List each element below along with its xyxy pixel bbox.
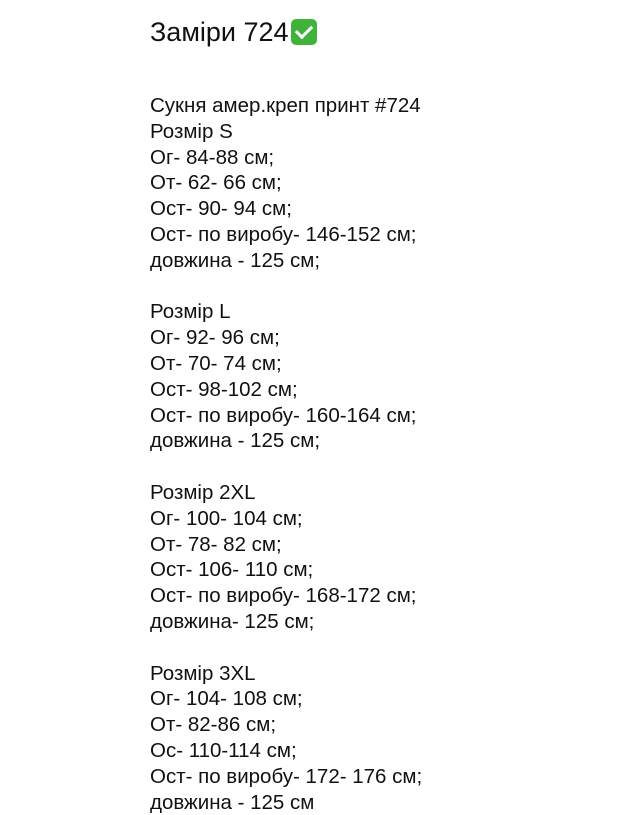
spacer	[150, 454, 620, 480]
measurement-line: От- 82-86 см;	[150, 713, 277, 737]
size-heading: Розмір 3XL	[150, 661, 256, 685]
measurement-line: Ост- по виробу- 168-172 см;	[150, 584, 417, 608]
check-mark-button-icon	[291, 19, 317, 45]
measurement-line: От- 78- 82 см;	[150, 532, 282, 556]
measurements-text	[150, 93, 620, 815]
measurement-line: Ост- по виробу- 160-164 см;	[150, 403, 417, 427]
page-title	[150, 14, 317, 50]
measurement-line: Ост- 98-102 см;	[150, 377, 298, 401]
product-name: Сукня амер.креп принт #724	[150, 94, 421, 117]
measurement-line: Ост- по виробу- 146-152 см;	[150, 222, 417, 246]
measurement-line: Ос- 110-114 см;	[150, 738, 297, 762]
measurement-line: Ост- 106- 110 см;	[150, 558, 314, 582]
size-heading: Розмір S	[150, 119, 233, 143]
title-text: Заміри 724	[150, 17, 289, 47]
measurement-line: Ост- 90- 94 см;	[150, 197, 292, 221]
measurement-line: От- 62- 66 см;	[150, 171, 282, 195]
size-heading: Розмір 2XL	[150, 480, 256, 504]
measurement-line: Ог- 92- 96 см;	[150, 326, 280, 350]
measurement-line: Ост- по виробу- 172- 176 см;	[150, 764, 423, 788]
measurement-line: Ог- 100- 104 см;	[150, 506, 303, 530]
size-heading: Розмір L	[150, 300, 231, 324]
measurement-line: довжина - 125 см;	[150, 248, 321, 272]
spacer	[150, 274, 620, 300]
measurement-line: Ог- 104- 108 см;	[150, 687, 303, 711]
measurement-line: От- 70- 74 см;	[150, 351, 282, 375]
measurement-line: довжина- 125 см;	[150, 609, 315, 633]
measurement-line: довжина - 125 см	[150, 790, 315, 814]
measurement-line: довжина - 125 см;	[150, 429, 321, 453]
spacer	[150, 635, 620, 661]
measurement-line: Ог- 84-88 см;	[150, 145, 275, 169]
